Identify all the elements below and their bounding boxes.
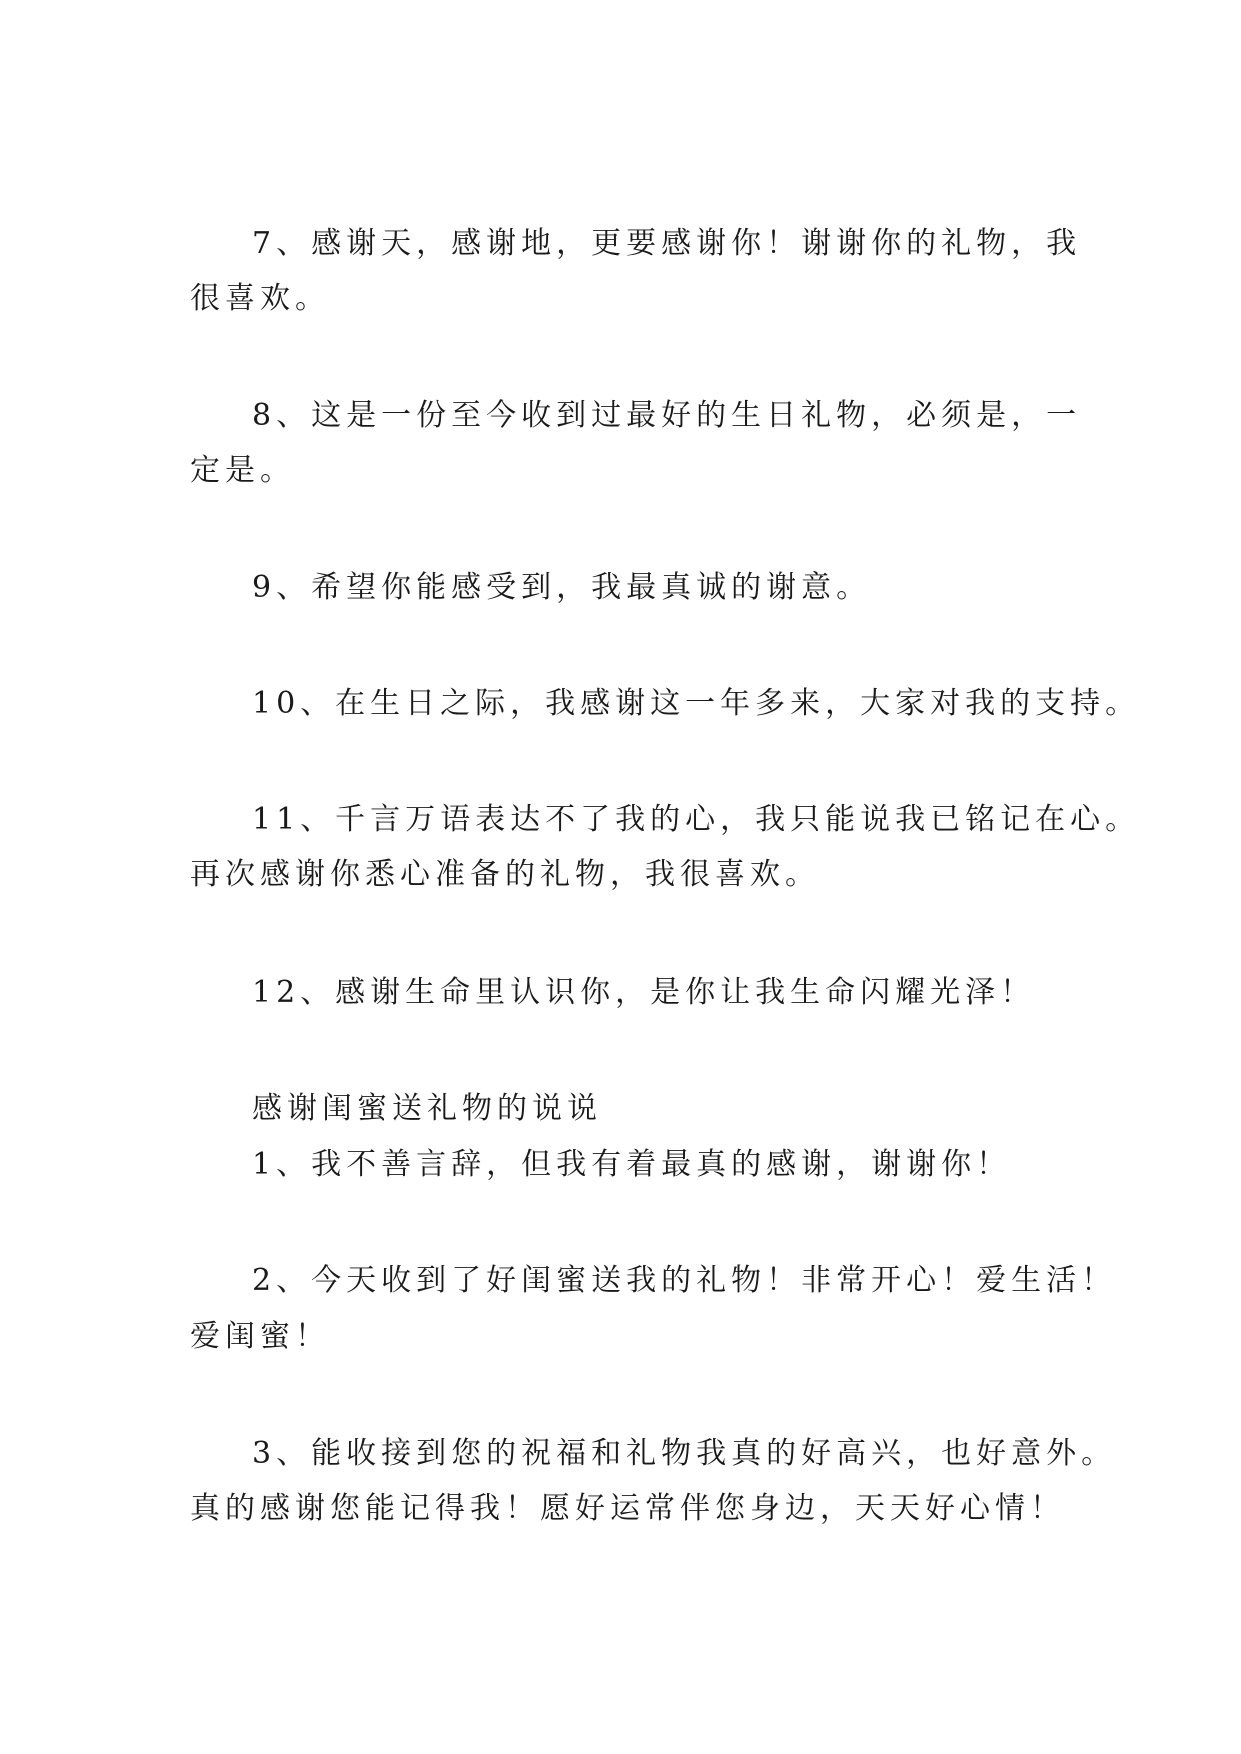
paragraph-10-line-1: 10、在生日之际，我感谢这一年多来，大家对我的支持。 [252, 686, 1141, 721]
section-item-1-line-1: 1、我不善言辞，但我有着最真的感谢，谢谢你！ [252, 1147, 1012, 1182]
section-item-3-line-2: 真的感谢您能记得我！愿好运常伴您身边，天天好心情！ [190, 1491, 1065, 1526]
paragraph-7-line-1: 7、感谢天，感谢地，更要感谢你！谢谢你的礼物，我 [252, 226, 1082, 261]
section-item-2-line-2: 爱闺蜜！ [190, 1319, 330, 1354]
section-item-3-line-1: 3、能收接到您的祝福和礼物我真的好高兴，也好意外。 [252, 1436, 1117, 1471]
paragraph-7-line-2: 很喜欢。 [190, 281, 330, 316]
paragraph-11-line-1: 11、千言万语表达不了我的心，我只能说我已铭记在心。 [252, 802, 1141, 837]
paragraph-11-line-2: 再次感谢你悉心准备的礼物，我很喜欢。 [190, 857, 820, 892]
section-item-2-line-1: 2、今天收到了好闺蜜送我的礼物！非常开心！爱生活！ [252, 1263, 1117, 1298]
paragraph-9-line-1: 9、希望你能感受到，我最真诚的谢意。 [252, 570, 872, 605]
paragraph-12-line-1: 12、感谢生命里认识你，是你让我生命闪耀光泽！ [252, 975, 1036, 1010]
section-heading: 感谢闺蜜送礼物的说说 [252, 1091, 602, 1126]
paragraph-8-line-1: 8、这是一份至今收到过最好的生日礼物，必须是，一 [252, 398, 1082, 433]
paragraph-8-line-2: 定是。 [190, 453, 295, 488]
